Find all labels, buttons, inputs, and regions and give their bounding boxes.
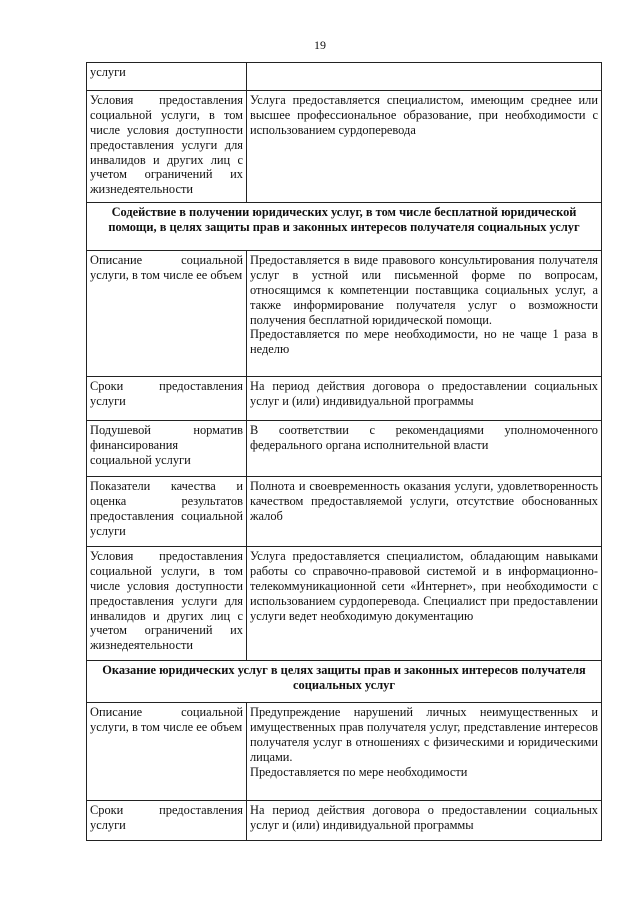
row-label: Сроки предоставления услуги: [87, 801, 247, 841]
row-value: [247, 63, 602, 91]
table-row: [87, 477, 602, 547]
row-value: Полнота и своевременность оказания услуги, удовлетворенность качеством предоставляемой услуги, отсутствие обоснованных жалоб: [247, 477, 602, 547]
table-row: [87, 377, 602, 421]
row-label: услуги: [87, 63, 247, 91]
row-value: [247, 251, 602, 377]
paragraph: Предупреждение нарушений личных неимущественных и имущественных прав получателя услуг, представление интересов получателя услуг в отношениях с физическими и юридическими лицами.: [250, 705, 598, 764]
row-value: Услуга предоставляется специалистом, имеющим среднее или высшее профессиональное образование, при необходимости с использованием сурдоперевода: [247, 91, 602, 203]
table-row: [87, 421, 602, 477]
paragraph: Предоставляется по мере необходимости, но не чаще 1 раза в неделю: [250, 327, 598, 357]
table-row: [87, 63, 602, 91]
row-label: Сроки предоставления услуги: [87, 377, 247, 421]
page-number: 19: [314, 38, 326, 52]
row-value: Услуга предоставляется специалистом, обладающим навыками работы со справочно-правовой системой и в информационно-телекоммуникационной сети «Интернет», при необходимости с использованием сурдоперевода. Специалист при предоставлении услуги ведет необходимую документацию: [247, 547, 602, 661]
row-value: [247, 703, 602, 801]
row-value: На период действия договора о предоставлении социальных услуг и (или) индивидуальной программы: [247, 801, 602, 841]
section-header-row: [87, 661, 602, 703]
table-row: [87, 801, 602, 841]
row-label: Описание социальной услуги, в том числе ее объем: [87, 703, 247, 801]
services-table: [86, 62, 602, 841]
row-label: Условия предоставления социальной услуги, в том числе условия доступности предоставления услуги для инвалидов и других лиц с учетом ограничений их жизнедеятельности: [87, 547, 247, 661]
section-heading: Содействие в получении юридических услуг, в том числе бесплатной юридической помощи, в целях защиты прав и законных интересов получателя социальных услуг: [87, 203, 602, 251]
table-row: [87, 251, 602, 377]
paragraph: Предоставляется по мере необходимости: [250, 764, 468, 779]
row-label: Подушевой норматив финансирования социальной услуги: [87, 421, 247, 477]
section-heading: Оказание юридических услуг в целях защиты прав и законных интересов получателя социальных услуг: [87, 661, 602, 703]
row-label: Показатели качества и оценка результатов предоставления социальной услуги: [87, 477, 247, 547]
row-label: Описание социальной услуги, в том числе ее объем: [87, 251, 247, 377]
section-header-row: [87, 203, 602, 251]
table-row: [87, 547, 602, 661]
table-row: [87, 91, 602, 203]
row-value: В соответствии с рекомендациями уполномоченного федерального органа исполнительной власти: [247, 421, 602, 477]
paragraph: Предоставляется в виде правового консультирования получателя услуг в устной или письменной форме по вопросам, относящимся к компетенции поставщика социальных услуг, а также информирование получателя услуг о возможности получения бесплатной юридической помощи.: [250, 253, 598, 327]
table-row: [87, 703, 602, 801]
row-value: На период действия договора о предоставлении социальных услуг и (или) индивидуальной программы: [247, 377, 602, 421]
row-label: Условия предоставления социальной услуги, в том числе условия доступности предоставления услуги для инвалидов и других лиц с учетом ограничений их жизнедеятельности: [87, 91, 247, 203]
